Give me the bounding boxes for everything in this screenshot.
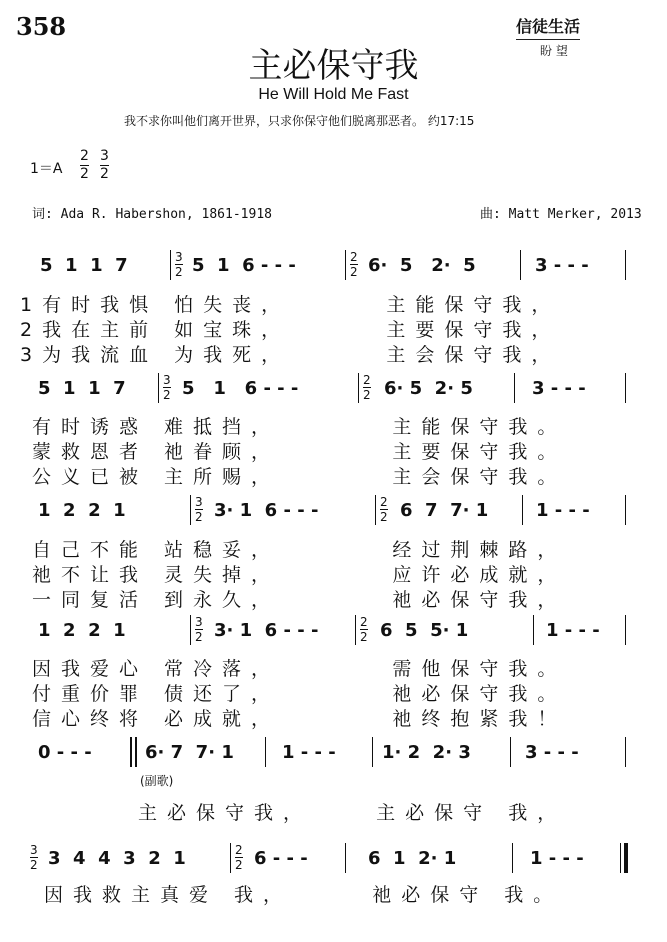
final-barline-thin	[620, 843, 621, 873]
time-signature: $\frac{2}{2}$	[350, 250, 358, 279]
title-chinese: 主必保守我	[248, 46, 419, 86]
measure-notes: 0 - - -	[38, 742, 92, 763]
lyric-line: 因我爱心 常冷落， 需他保守我。	[32, 658, 567, 680]
barline	[345, 250, 346, 280]
time-signature: $\frac{3}{2}$	[30, 843, 38, 872]
measure-notes: 1· 2 2· 3	[382, 742, 471, 763]
lyric-line: 自己不能 站稳妥， 经过荆棘路，	[32, 539, 567, 561]
barline	[230, 843, 231, 873]
measure-notes: 3· 1 6 - - -	[214, 500, 319, 521]
barline	[522, 495, 523, 525]
barline	[190, 495, 191, 525]
time-signature: $\frac{3}{2}$	[175, 250, 183, 279]
key-signature: 1＝A	[30, 161, 63, 177]
barline	[355, 615, 356, 645]
measure-notes: 6 - - -	[254, 848, 308, 869]
double-barline	[135, 737, 137, 767]
lyric-line: 蒙救恩者 祂眷顾， 主要保守我。	[32, 441, 567, 463]
barline	[625, 495, 626, 525]
hymn-number: 358	[16, 12, 67, 41]
barline	[375, 495, 376, 525]
lyric-line: 有时诱惑 难抵挡， 主能保守我。	[32, 416, 567, 438]
time-signature: $\frac{3}{2}$	[195, 495, 203, 524]
composer: 曲: Matt Merker, 2013	[480, 207, 642, 222]
measure-notes: 6 5 5· 1	[380, 620, 469, 641]
barline	[345, 843, 346, 873]
time-signature: $\frac{3}{2}$	[195, 615, 203, 644]
lyric-line: 主必保守我， 主必保守 我，	[138, 802, 567, 824]
lyric-line: 信心终将 必成就， 祂终抱紧我！	[32, 708, 567, 730]
measure-notes: 5 1 1 7	[40, 255, 128, 276]
refrain-label: (副歌)	[140, 774, 174, 788]
time-signature-3-2: $\frac{3}{2}$	[100, 148, 109, 182]
measure-notes: 5 1 1 7	[38, 378, 126, 399]
measure-notes: 1 2 2 1	[38, 620, 126, 641]
barline	[510, 737, 511, 767]
barline	[514, 373, 515, 403]
measure-notes: 6 1 2· 1	[368, 848, 457, 869]
publisher: 信徒生活	[516, 14, 580, 40]
double-barline	[130, 737, 132, 767]
measure-notes: 3 - - -	[532, 378, 586, 399]
barline	[190, 615, 191, 645]
measure-notes: 3 - - -	[535, 255, 589, 276]
scripture-verse: 我不求你叫他们离开世界，只求你保守他们脱离那恶者。 约17:15	[124, 114, 475, 128]
barline	[625, 615, 626, 645]
barline	[358, 373, 359, 403]
measure-notes: 6· 5 2· 5	[368, 255, 476, 276]
lyric-line: 付重价罪 债还了， 祂必保守我。	[32, 683, 567, 705]
title-english: He Will Hold Me Fast	[258, 86, 409, 103]
measure-notes: 6· 5 2· 5	[384, 378, 473, 399]
measure-notes: 1 - - -	[536, 500, 590, 521]
time-signature: $\frac{2}{2}$	[360, 615, 368, 644]
barline	[533, 615, 534, 645]
barline	[625, 373, 626, 403]
lyric-line: 祂不让我 灵失掉， 应许必成就，	[32, 564, 567, 586]
measure-notes: 6· 7 7· 1	[145, 742, 234, 763]
final-barline-thick	[624, 843, 628, 873]
lyric-line: 公义已被 主所赐， 主会保守我。	[32, 466, 567, 488]
time-signature: $\frac{3}{2}$	[163, 373, 171, 402]
barline	[170, 250, 171, 280]
measure-notes: 5 1 6 - - -	[192, 255, 296, 276]
time-signature-2-2: $\frac{2}{2}$	[80, 148, 89, 182]
measure-notes: 1 2 2 1	[38, 500, 126, 521]
barline	[265, 737, 266, 767]
lyric-line: 3为我流血 为我死， 主会保守我，	[20, 344, 561, 366]
time-signature: $\frac{2}{2}$	[235, 843, 243, 872]
measure-notes: 5 1 6 - - -	[182, 378, 299, 399]
lyric-line: 1有时我惧 怕失丧， 主能保守我，	[20, 294, 561, 316]
measure-notes: 1 - - -	[282, 742, 336, 763]
barline	[512, 843, 513, 873]
lyric-line: 一同复活 到永久， 祂必保守我，	[32, 589, 567, 611]
barline	[625, 250, 626, 280]
time-signature: $\frac{2}{2}$	[380, 495, 388, 524]
time-signature: $\frac{2}{2}$	[363, 373, 371, 402]
lyric-line: 因我救主真爱 我， 祂必保守 我。	[44, 884, 563, 906]
lyricist: 词: Ada R. Habershon, 1861-1918	[32, 207, 272, 222]
measure-notes: 1 - - -	[546, 620, 600, 641]
measure-notes: 1 - - -	[530, 848, 584, 869]
barline	[158, 373, 159, 403]
measure-notes: 3· 1 6 - - -	[214, 620, 319, 641]
barline	[625, 737, 626, 767]
lyric-line: 2我在主前 如宝珠， 主要保守我，	[20, 319, 561, 341]
measure-notes: 3 4 4 3 2 1	[48, 848, 186, 869]
measure-notes: 6 7 7· 1	[400, 500, 489, 521]
barline	[520, 250, 521, 280]
measure-notes: 3 - - -	[525, 742, 579, 763]
barline	[372, 737, 373, 767]
publisher-sub: 盼 望	[540, 44, 568, 58]
